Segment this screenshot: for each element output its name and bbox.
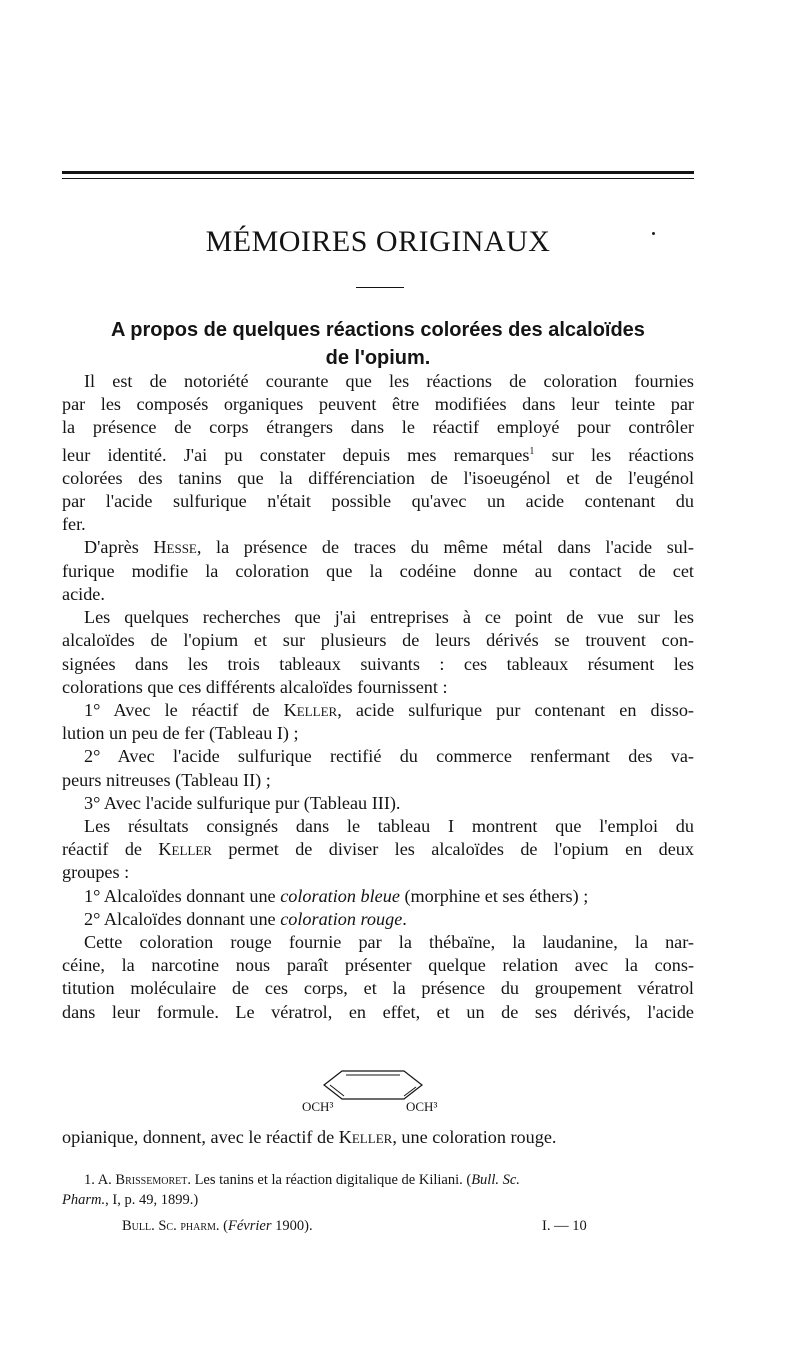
paragraph-3-line: alcaloïdes de l'opium et sur plusieurs de leurs dérivés se trouvent con- (62, 630, 694, 651)
list-item-1-line (62, 699, 694, 722)
paragraph-1-line: colorées des tanins que la différenciation de l'isoeugénol et de l'eugénol (62, 467, 694, 488)
text-run: 1° Avec le réactif de (84, 699, 284, 720)
text-run: 1900). (271, 1218, 313, 1234)
paragraph-3-line: Les quelques recherches que j'ai entreprises à ce point de vue sur les (84, 607, 694, 628)
text-run: . Les tanins et la réaction digitalique de Kiliani. ( (187, 1172, 472, 1188)
author-name: Hesse (153, 537, 197, 558)
paragraph-4-line: groupes : (62, 862, 130, 883)
text-run: 1. A. (84, 1172, 116, 1188)
paragraph-5-line: titution moléculaire de ces corps, et la présence du groupement vératrol (62, 978, 694, 999)
page-number: I. — 10 (542, 1218, 587, 1234)
list-item-2-line: peurs nitreuses (Tableau II) ; (62, 769, 271, 790)
italic-term: coloration bleue (280, 885, 400, 906)
paragraph-3-line: colorations que ces différents alcaloïdes fournissent : (62, 676, 448, 697)
article-title (62, 316, 694, 372)
group-1-line (62, 885, 694, 908)
top-rule-thick (62, 171, 694, 174)
paragraph-2-line: acide. (62, 583, 105, 604)
veratrol-formula (300, 1065, 440, 1117)
text-run: ( (219, 1218, 229, 1234)
text-run: , I, p. 49, 1899.) (105, 1192, 199, 1208)
top-rule-thin (62, 178, 694, 179)
paragraph-1-line (62, 440, 694, 467)
section-title: MÉMOIRES ORIGINAUX (205, 225, 551, 258)
author-name: Keller (283, 699, 338, 720)
paragraph-5-line: céine, la narcotine nous paraît présenter quelque relation avec la cons- (62, 955, 694, 976)
footnote-line-1 (62, 1170, 694, 1190)
text-run: opianique, donnent, avec le réactif de (62, 1127, 339, 1147)
methoxy-label-left: OCH³ (302, 1099, 334, 1114)
paragraph-1-line: fer. (62, 514, 86, 535)
journal-name: Bull. Sc. (471, 1172, 520, 1188)
article-title-line-2: de l'opium. (325, 347, 431, 369)
text-run: permet de diviser les alcaloïdes de l'opium en deux (211, 839, 694, 860)
author-name: Keller (158, 839, 212, 860)
text-run: D'après (84, 537, 154, 558)
text-run: sur les réactions (534, 444, 694, 465)
body-text (62, 370, 694, 1024)
paragraph-1-line: par les composés organiques peuvent être modifiées dans leur teinte par (62, 394, 694, 415)
paragraph-5-line: dans leur formule. Le vératrol, en effet, et un de ses dérivés, l'acide (62, 1001, 694, 1022)
italic-term: coloration rouge (280, 908, 403, 929)
text-run: 1° Alcaloïdes donnant une (84, 885, 281, 906)
article-title-line-1: A propos de quelques réactions colorées des alcaloïdes (111, 319, 645, 341)
paragraph-2-line (62, 536, 694, 559)
journal-reference (122, 1218, 313, 1235)
text-run: , une coloration rouge. (392, 1127, 557, 1147)
paragraph-1-line: par l'acide sulfurique n'était possible qu'avec un acide contenant du (62, 491, 694, 512)
footnote (62, 1170, 694, 1210)
list-item-2-line: 2° Avec l'acide sulfurique rectifié du commerce renfermant des va- (84, 746, 694, 767)
paragraph-1-line: la présence de corps étrangers dans le réactif employé pour contrôler (62, 417, 694, 438)
paragraph-5-line: Cette coloration rouge fournie par la thébaïne, la laudanine, la nar- (84, 931, 694, 952)
paragraph-1-line: Il est de notoriété courante que les réactions de coloration fournies (84, 371, 694, 391)
text-run: leur identité. J'ai pu constater depuis mes remarques (62, 444, 530, 465)
group-2-line (62, 908, 694, 931)
title-separator (356, 287, 404, 288)
closing-line (62, 1126, 694, 1149)
paragraph-3-line: signées dans les trois tableaux suivants : ces tableaux résument les (62, 653, 694, 674)
issue-month: Février (228, 1218, 272, 1234)
footnote-author: Brissemoret (115, 1172, 188, 1188)
list-item-1-line: lution un peu de fer (Tableau I) ; (62, 723, 299, 744)
footnote-ref: 1 (529, 445, 535, 457)
journal-name: Pharm. (62, 1192, 106, 1208)
text-run: . (402, 908, 407, 929)
text-run: , acide sulfurique pur contenant en disso- (337, 699, 694, 720)
paragraph-4-line (62, 838, 694, 861)
methoxy-label-right: OCH³ (406, 1099, 438, 1114)
text-run: réactif de (62, 839, 159, 860)
paragraph-2-line: furique modifie la coloration que la codéine donne au contact de cet (62, 560, 694, 581)
text-run: , la présence de traces du même métal dans l'acide sul- (196, 537, 694, 558)
ring-double-bond (330, 1085, 344, 1096)
journal-abbrev: Bull. Sc. pharm. (122, 1218, 220, 1234)
paragraph-4-line: Les résultats consignés dans le tableau I montrent que l'emploi du (84, 815, 694, 836)
text-run: (morphine et ses éthers) ; (399, 885, 589, 906)
text-run: 2° Alcaloïdes donnant une (84, 908, 281, 929)
footnote-line-2 (62, 1190, 694, 1210)
author-name: Keller (338, 1127, 393, 1147)
list-item-3-line: 3° Avec l'acide sulfurique pur (Tableau III). (84, 792, 401, 813)
